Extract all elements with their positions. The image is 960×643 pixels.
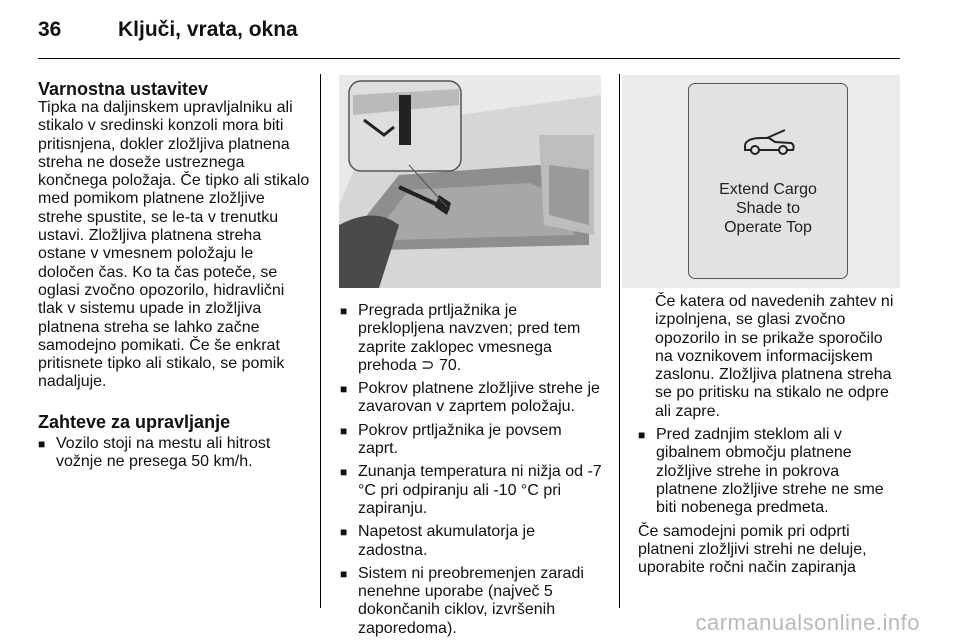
- trunk-illustration: [339, 75, 601, 288]
- page-number: 36: [38, 18, 62, 41]
- driver-information-display: [622, 75, 900, 288]
- list-item: ■ Sistem ni preobremenjen zaradi nenehne uporabe (največ 5 dokončanih ciklov, izvršenih zaporedoma).: [340, 565, 602, 638]
- list-item: ■ Pokrov prtljažnika je povsem zaprt.: [340, 422, 602, 459]
- requirements-list: [340, 302, 602, 638]
- manual-closing-paragraph: Če samodejni pomik pri odprti platneni zložljivi strehi ne deluje, uporabite ročni način zapiranja: [638, 522, 867, 577]
- convertible-car-icon: [741, 126, 797, 156]
- right-column: [638, 293, 902, 577]
- middle-column: [340, 302, 602, 643]
- list-item: ■ Zunanja temperatura ni nižja od -7 °C pri odpiranju ali -10 °C pri zapiranju.: [340, 463, 602, 518]
- left-column: [38, 79, 310, 476]
- display-screen: [688, 83, 848, 279]
- requirements-list: [638, 426, 902, 517]
- list-item: ■ Vozilo stoji na mestu ali hitrost vožnje ne presega 50 km/h.: [38, 435, 310, 472]
- watermark-logo: carmanualsonline.info: [695, 610, 920, 635]
- section-heading-safety-stop: Varnostna ustavitev: [38, 79, 209, 99]
- list-item: ■ Pregrada prtljažnika je preklopljena navzven; pred tem zaprite zaklopec vmesnega prehoda ⊃ 70.: [340, 302, 602, 375]
- page-header: [38, 18, 900, 58]
- requirements-list: [38, 435, 310, 472]
- list-item: ■ Pred zadnjim steklom ali v gibalnem območju platnene zložljive strehe in pokrova platnene zložljive strehe ne sme biti nobenega predmeta.: [638, 426, 902, 517]
- column-divider: [619, 74, 620, 608]
- list-item: ■ Napetost akumulatorja je zadostna.: [340, 523, 602, 560]
- page-title: Ključi, vrata, okna: [118, 18, 298, 41]
- section-heading-requirements: Zahteve za upravljanje: [38, 411, 231, 432]
- continued-paragraph: Če katera od navedenih zahtev ni izpolnjena, se glasi zvočno opozorilo in se prikaže sporočilo na voznikovem informacijskem zaslonu. Zložljiva platnena streha se po pritisku na stikalo ne odpre ali zapre.: [655, 293, 894, 420]
- column-divider: [320, 74, 321, 608]
- display-message: Extend Cargo Shade to Operate Top: [719, 181, 817, 236]
- list-item: ■ Pokrov platnene zložljive strehe je zavarovan v zaprtem položaju.: [340, 380, 602, 417]
- header-rule: [38, 58, 900, 59]
- trunk-photo: [339, 75, 601, 288]
- safety-stop-paragraph: Tipka na daljinskem upravljalniku ali stikalo v sredinski konzoli mora biti pritisnjena, dokler zložljiva platnena streha ne doseže ustreznega končnega položaja. Če tipko ali stikalo med pomikom platnene zložljive strehe spustite, se le-ta v trenutku ustavi. Zložljiva platnena streha ostane v vmesnem položaju le določen čas. Ko ta čas poteče, se oglasi zvočno opozorilo, hidravlični tlak v sistemu upade in zložljiva platnena streha se lahko začne samodejno pomikati. Če še enkrat pritisnete tipko ali stikalo, se pomik nadaljuje.: [38, 99, 310, 391]
